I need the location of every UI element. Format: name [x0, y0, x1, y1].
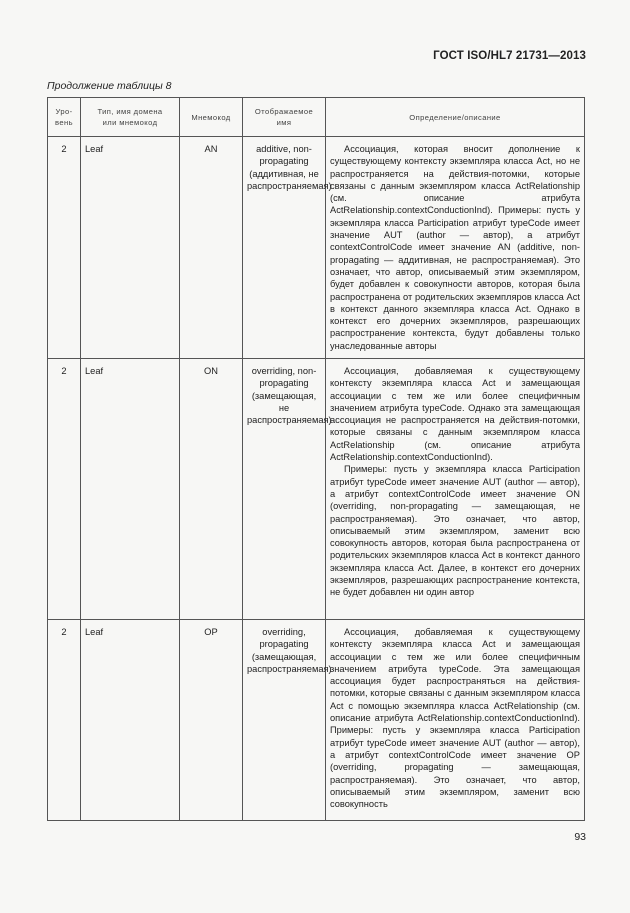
cell-display-name: overriding, propagating (замещающая, распространяемая) — [243, 620, 326, 821]
cell-display-name: overriding, non-propagating (замещающая, не распространяемая) — [243, 359, 326, 620]
definition-paragraph: Ассоциация, добавляемая к существующему контексту экземпляра класса Act и замещающая ассоциации с тем же или более специфичным значением атрибута typeCode. Эта замещающая ассоциация будет распространяться на действия-потомки, которые связаны с данным экземпляром класса Act с помощью экземпляра класса ActRelationship (см. описание атрибута ActRelationship.contextConductionInd). Примеры: пусть у экземпляра класса Participation атрибут typeCode имеет значение AUT (author — автор), а атрибут contextControlCode имеет значение OP (overriding, propagating — замещающая, распространяемая). Это означает, что автор, описываемый этим экземпляром, заменит всю совокупность — [330, 627, 580, 810]
column-header-display-name: Отображаемое имя — [243, 98, 326, 137]
cell-mnemonic: ON — [180, 359, 243, 620]
cell-mnemonic: OP — [180, 620, 243, 821]
cell-level: 2 — [48, 359, 81, 620]
cell-level: 2 — [48, 620, 81, 821]
cell-definition — [326, 359, 585, 620]
definitions-table — [47, 97, 585, 821]
cell-mnemonic: AN — [180, 137, 243, 359]
page-number: 93 — [574, 831, 586, 843]
table-row — [48, 620, 585, 821]
cell-definition — [326, 620, 585, 821]
cell-type: Leaf — [81, 359, 180, 620]
table-row — [48, 359, 585, 620]
cell-definition — [326, 137, 585, 359]
column-header-mnemonic: Мнемокод — [180, 98, 243, 137]
cell-type: Leaf — [81, 620, 180, 821]
definition-paragraph: Ассоциация, добавляемая к существующему контексту экземпляра класса Act и замещающая ассоциации с тем же или более специфичным значением атрибута typeCode. Однако эта замещающая ассоциация не распространяется на действия-потомки, которые связаны с данным экземпляром класса ActRelationship (см. описание атрибута ActRelationship.contextConductionInd). — [330, 366, 580, 463]
cell-type: Leaf — [81, 137, 180, 359]
column-header-level: Уро- вень — [48, 98, 81, 137]
table-row — [48, 137, 585, 359]
definition-paragraph: Ассоциация, которая вносит дополнение к существующему контексту экземпляра класса Act, но не распространяется на действия-потомки, которые связаны с данным экземпляром класса ActRelationship (см. описание атрибута ActRelationship.contextConductionInd). Примеры: пусть у экземпляра класса Participation атрибут typeCode имеет значение AUT (author — автор), а атрибут contextControlCode имеет значение AN (additive, non-propagating — аддитивная, не распространяемая). Это означает, что автор, описываемый этим экземпляром, будет добавлен к совокупности авторов, которая была распространена от родительских экземпляров класса Act в контекст данного экземпляра класса Act. Однако в контекст его дочерних экземпляров, разрешающих распространение контекста, будут добавлены только унаследованные авторы — [330, 144, 580, 351]
table-continuation-caption: Продолжение таблицы 8 — [47, 80, 172, 92]
table-header-row — [48, 98, 585, 137]
cell-level: 2 — [48, 137, 81, 359]
column-header-definition: Определение/описание — [326, 98, 585, 137]
column-header-type: Тип, имя домена или мнемокод — [81, 98, 180, 137]
definition-paragraph: Примеры: пусть у экземпляра класса Participation атрибут typeCode имеет значение AUT (author — автор), а атрибут contextControlCode имеет значение ON (overriding, non-propagating — замещающая, не распространяемая). Это означает, что автор, описываемый этим экземпляром, заменит всю совокупность авторов, которая была распространена от родительских экземпляров класса Act в контекст данного экземпляра класса Act. Далее, в контекст его дочерних экземпляров, разрешающих распространение контекста, не будет добавлен ни один автор — [330, 464, 580, 598]
cell-display-name: additive, non-propagating (аддитивная, не распространяемая) — [243, 137, 326, 359]
standard-code: ГОСТ ISO/HL7 21731—2013 — [433, 50, 586, 62]
